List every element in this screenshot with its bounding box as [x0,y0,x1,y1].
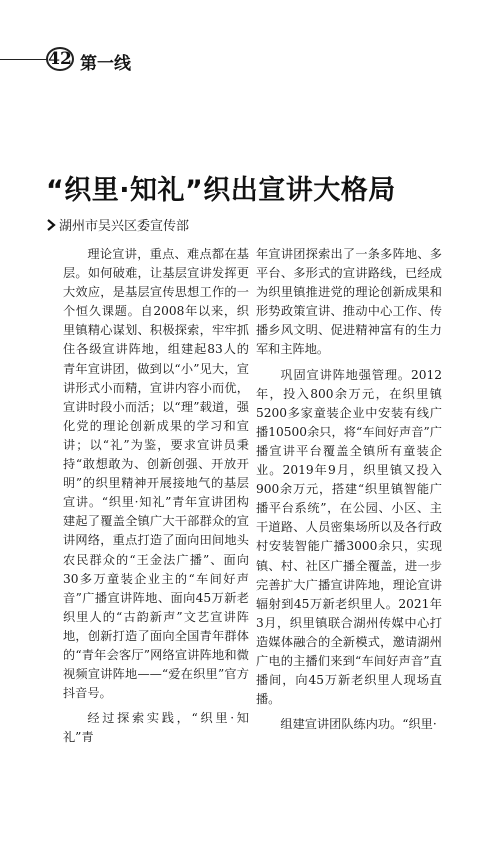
byline [46,215,189,234]
byline-text: 湖州市吴兴区委宣传部 [59,219,190,234]
paragraph: 年宣讲团探索出了一条多阵地、多平台、多形式的宣讲路线，已经成为织里镇推进党的理论创新成果和形势政策宣讲、推动中心工作、传播乡风文明、促进精神富有的生力军和主阵地。 [256,247,442,357]
header-rule [0,59,48,60]
chevron-right-icon [46,219,56,231]
paragraph: 巩固宣讲阵地强管理。2012年，投入800余万元，在织里镇5200多家童装企业中安装有线广播10500余只，将“车间好声音”广播宣讲平台覆盖全镇所有童装企业。2019年9月，织里镇又投入900余万元，搭建“织里镇智能广播平台系统”，在公园、小区、主干道路、人员密集场所以及各行政村安装智能广播3000余只，实现镇、村、社区广播全覆盖，进一步完善扩大广播宣讲阵地，理论宣讲辐射到45万新老织里人。2021年3月，织里镇联合湖州传媒中心打造媒体融合的全新模式，邀请湖州广电的主播们来到“车间好声音”直播间，向45万新老织里人现场直播。 [256,367,442,707]
paragraph: 经过探索实践，“织里·知礼”青 [63,711,249,745]
article-title: “织里·知礼”织出宣讲大格局 [46,175,396,206]
left-column [63,245,249,747]
paragraph: 理论宣讲，重点、难点都在基层。如何破难，让基层宣讲发挥更大效应，是基层宣传思想工作的一个恒久课题。自2008年以来，织里镇精心谋划、积极探索，牢牢抓住各级宣讲阵地，组建起83人的青年宣讲团，做到以“小”见大，宣讲形式小而精，宣讲内容小而优，宣讲时段小而活；以“理”载道，强化党的理论创新成果的学习和宣讲；以“礼”为鉴，要求宣讲员秉持“敢想敢为、创新创强、开放开明”的织里精神开展接地气的基层宣讲。“织里·知礼”青年宣讲团构建起了覆盖全镇广大干部群众的宣讲网络，重点打造了面向田间地头农民群众的“王金法广播”、面向30多万童装企业主的“车间好声音”广播宣讲阵地、面向45万新老织里人的“古韵新声”文艺宣讲阵地，创新打造了面向全国青年群体的“青年会客厅”网络宣讲阵地和微视频宣讲阵地——“爱在织里”官方抖音号。 [63,247,249,701]
page-number-badge: 42 [46,47,74,71]
paragraph: 组建宣讲团队练内功。“织里· [280,717,437,732]
right-column [256,245,442,734]
section-name: 第一线 [80,54,131,74]
